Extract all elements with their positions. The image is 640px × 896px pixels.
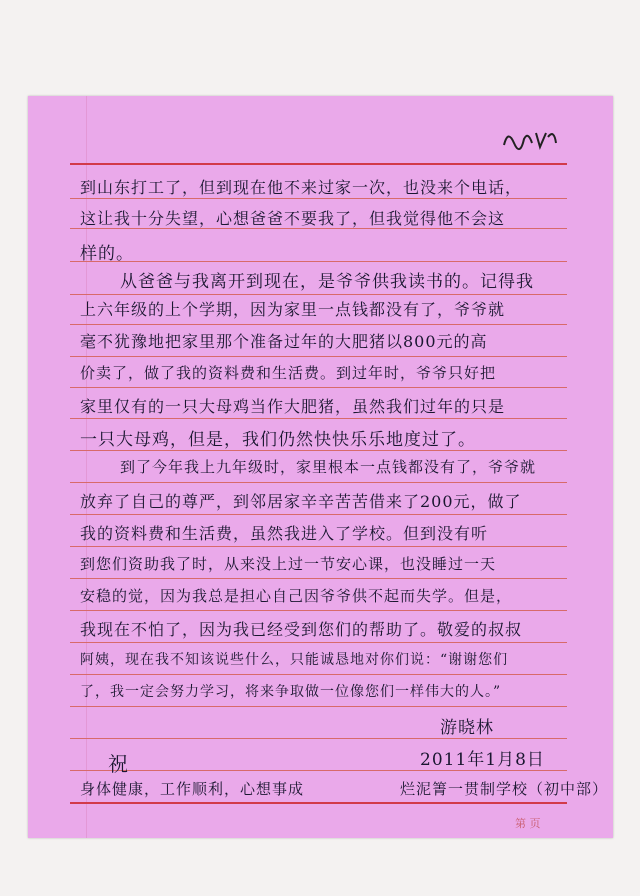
page-number-label: 第 页 xyxy=(515,817,541,830)
ruled-line xyxy=(70,418,567,419)
ruled-line xyxy=(70,482,567,483)
letter-line: 放弃了自己的尊严，到邻居家辛辛苦苦借来了200元，做了 xyxy=(80,492,522,511)
corner-scribble xyxy=(500,125,560,159)
letter-line: 到山东打工了，但到现在他不来过家一次，也没来个电话， xyxy=(80,178,523,197)
ruled-line xyxy=(70,706,567,707)
letter-date: 2011年1月8日 xyxy=(420,750,545,770)
letter-line: 阿姨，现在我不知该说些什么，只能诚恳地对你们说：“谢谢您们 xyxy=(80,652,509,668)
ruled-line xyxy=(70,198,567,199)
letter-line: 从爸爸与我离开到现在，是爷爷供我读书的。记得我 xyxy=(120,272,534,292)
ruled-line xyxy=(70,324,567,325)
ruled-line xyxy=(70,546,567,547)
signature: 游晓林 xyxy=(440,718,494,738)
ruled-line xyxy=(70,738,567,739)
letter-line: 安稳的觉，因为我总是担心自己因爷爷供不起而失学。但是， xyxy=(80,587,513,605)
letter-line: 毫不犹豫地把家里那个准备过年的大肥猪以800元的高 xyxy=(80,332,488,351)
ruled-line xyxy=(70,578,567,579)
letter-line: 了，我一定会努力学习，将来争取做一位像您们一样伟大的人。” xyxy=(80,684,502,700)
ruled-line xyxy=(70,450,567,451)
letter-line: 样的。 xyxy=(80,244,134,264)
ruled-line xyxy=(70,294,567,295)
letter-line: 价卖了，做了我的资料费和生活费。到过年时，爷爷只好把 xyxy=(80,364,497,382)
letter-line: 一只大母鸡，但是，我们仍然快快乐乐地度过了。 xyxy=(80,430,476,450)
letter-line: 我现在不怕了，因为我已经受到您们的帮助了。敬爱的叔叔 xyxy=(80,620,523,639)
ruled-line xyxy=(70,163,567,165)
letter-line: 到您们资助我了时，从来没上过一节安心课，也没睡过一天 xyxy=(80,555,497,573)
letter-line: 我的资料费和生活费，虽然我进入了学校。但到没有听 xyxy=(80,524,489,543)
ruled-line xyxy=(70,610,567,611)
ruled-line xyxy=(70,674,567,675)
letter-line: 上六年级的上个学期，因为家里一点钱都没有了，爷爷就 xyxy=(80,300,506,319)
letter-line: 家里仅有的一只大母鸡当作大肥猪，虽然我们过年的只是 xyxy=(80,397,506,416)
school-name: 烂泥箐一贯制学校（初中部） xyxy=(400,780,609,798)
closing-wish: 身体健康，工作顺利，心想事成 xyxy=(80,780,305,798)
ruled-line xyxy=(70,387,567,388)
ruled-line xyxy=(70,642,567,643)
ruled-line xyxy=(70,514,567,515)
ruled-line xyxy=(70,802,567,804)
letter-line: 到了今年我上九年级时，家里根本一点钱都没有了，爷爷就 xyxy=(120,458,537,476)
ruled-line xyxy=(70,356,567,357)
closing-zhu: 祝 xyxy=(108,752,129,776)
letter-line: 这让我十分失望，心想爸爸不要我了，但我觉得他不会这 xyxy=(80,209,506,228)
